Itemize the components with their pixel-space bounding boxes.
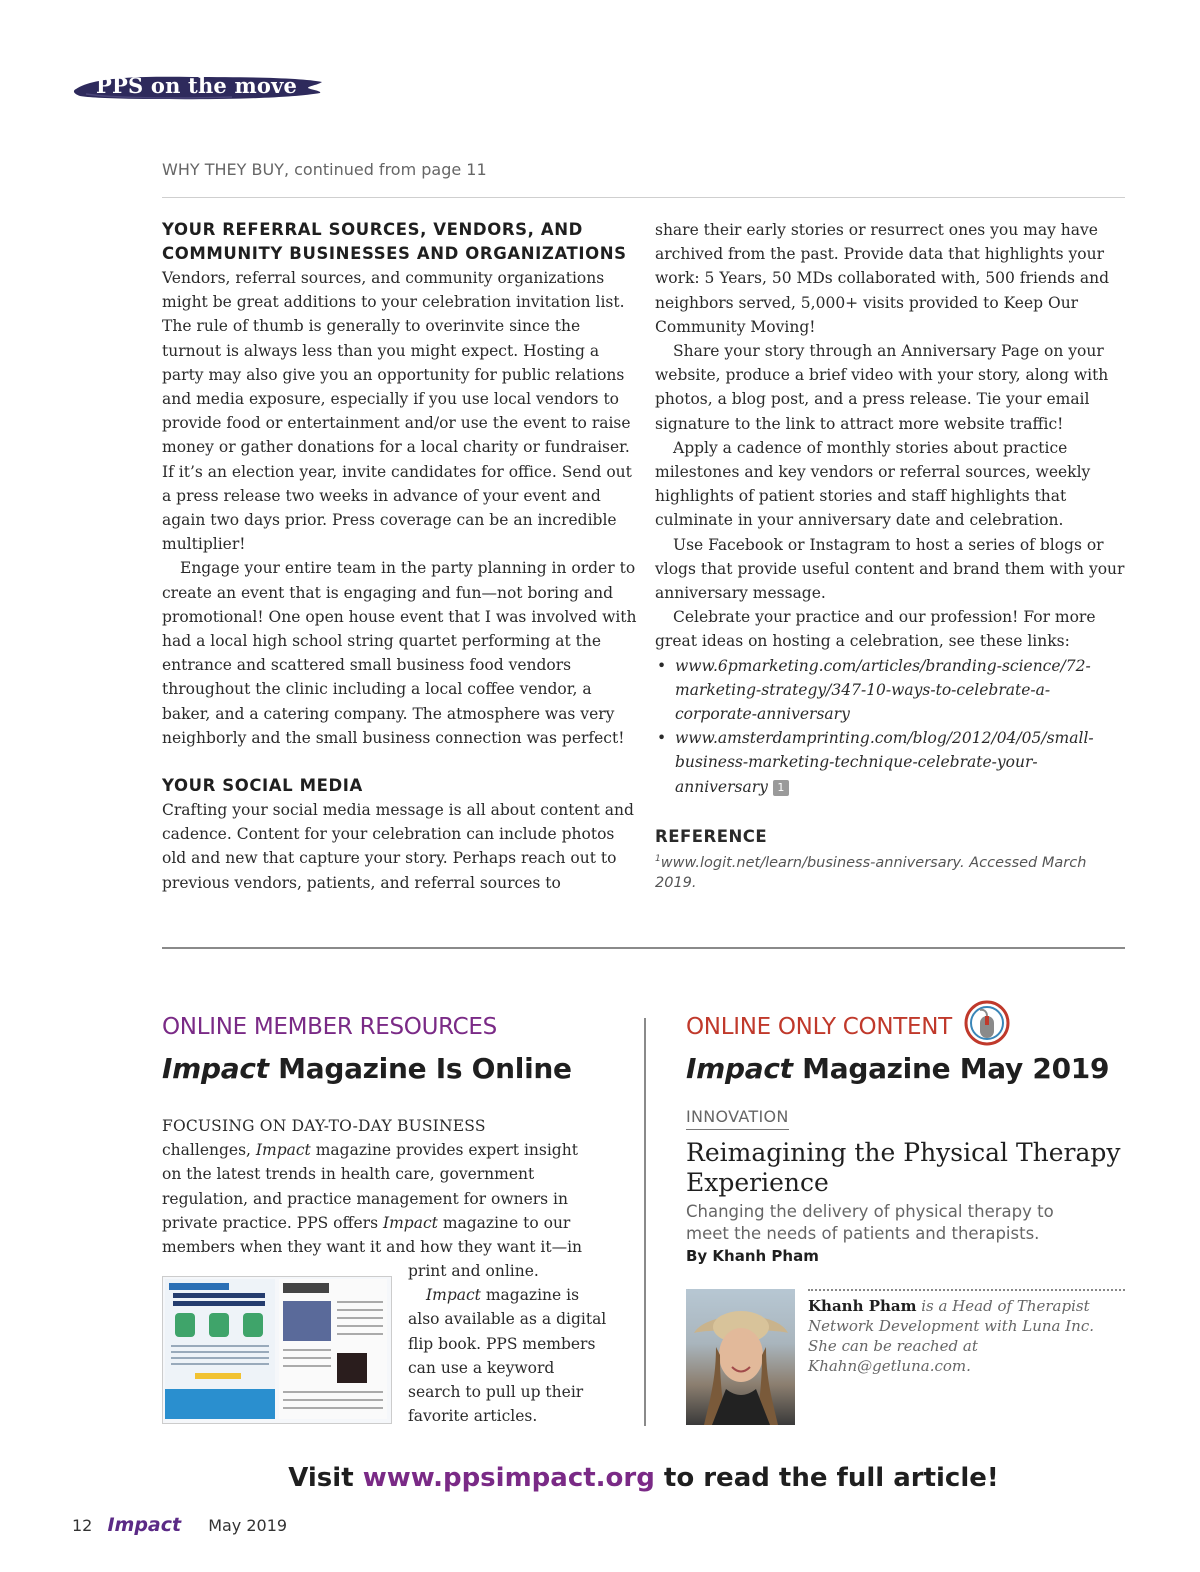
paragraph: Vendors, referral sources, and community organizations might be great additions to your celebration invitation list. The rule of thumb is generally to overinvite since the turnout is always less than you might expect. Hosting a party may also give you an opportunity for public relations and media exposure, especially if you use local vendors to provide food or entertainment and/or use the event to raise money or gather donations for a local charity or fundraiser. If it’s an election year, invite candidates for office. Send out a press release two weeks in advance of your event and again two days prior. Press coverage can be an incredible multiplier!	[162, 269, 632, 554]
article-title[interactable]: Reimagining the Physical Therapy Experience	[686, 1138, 1121, 1197]
author-name: Khanh Pham	[808, 1297, 917, 1315]
online-only-kicker: ONLINE ONLY CONTENT	[686, 1014, 952, 1040]
cta-text: to read the full article!	[654, 1463, 999, 1493]
paragraph: Engage your entire team in the party planning in order to create an event that is engaging and fun—not boring and promotional! One open house event that I was involved with had a local high school string quartet performing at the entrance and scattered small business food vendors throughout the clinic including a local coffee vendor, a baker, and a catering company. The atmosphere was very neighborly and the small business connection was perfect!	[162, 559, 637, 747]
promo-body	[162, 1114, 592, 1259]
author-bio-text: is a Head of Therapist Network Development with Luna Inc. She can be reached at Khahn@getluna.com.	[808, 1297, 1095, 1375]
magazine-spread-image[interactable]	[162, 1276, 392, 1424]
promo-title-rest: Magazine May 2019	[792, 1052, 1110, 1085]
call-to-action	[0, 1463, 1200, 1493]
promo-text: print and online.	[408, 1262, 539, 1280]
paragraph: share their early stories or resurrect ones you may have archived from the past. Provide data that highlights your work: 5 Years, 50 MDs collaborated with, 500 friends and neighbors served, 5,000+ visits provided to Keep Our Community Moving!	[655, 221, 1110, 336]
divider	[162, 197, 1125, 198]
section-tag: PPS on the move	[96, 73, 298, 98]
article-category[interactable]: INNOVATION	[686, 1107, 789, 1130]
promo-title	[686, 1052, 1109, 1085]
article-subtitle: Changing the delivery of physical therapy to meet the needs of patients and therapists.	[686, 1202, 1054, 1243]
reference-text	[655, 849, 1130, 893]
link-item[interactable]	[655, 654, 1130, 727]
author-portrait	[686, 1289, 795, 1425]
promo-wrap-text	[408, 1259, 608, 1428]
page-number: 12	[72, 1516, 93, 1535]
promo-title	[162, 1052, 572, 1085]
promo-title-italic: Impact	[162, 1052, 269, 1085]
article-right-column	[655, 218, 1130, 893]
promo-text: magazine provides expert insight on the latest trends in health care, government regulation, and practice management for owners in private practice. PPS offers	[162, 1141, 578, 1232]
reference-body: www.logit.net/learn/business-anniversary. Accessed March 2019.	[655, 854, 1087, 891]
paragraph: Celebrate your practice and our profession! For more great ideas on hosting a celebration, see these links:	[655, 608, 1096, 651]
section-heading-line: COMMUNITY BUSINESSES AND ORGANIZATIONS	[162, 244, 627, 263]
paragraph: Use Facebook or Instagram to host a series of blogs or vlogs that provide useful content and brand them with your anniversary message.	[655, 535, 1125, 603]
author-photo	[686, 1289, 795, 1425]
section-heading-line: YOUR REFERRAL SOURCES, VENDORS, AND	[162, 220, 583, 239]
author-bio	[808, 1296, 1118, 1376]
promo-text-italic: Impact	[255, 1141, 311, 1160]
footnote-icon: 1	[773, 780, 789, 796]
section-heading	[162, 218, 638, 266]
paragraph: Crafting your social media message is all about content and cadence. Content for your celebration can include photos old and new that capture your story. Perhaps reach out to previous vendors, patients, and referral sources to	[162, 801, 634, 892]
promo-text: challenges,	[162, 1141, 256, 1160]
online-resources-kicker: ONLINE MEMBER RESOURCES	[162, 1014, 497, 1040]
link-text[interactable]: www.amsterdamprinting.com/blog/2012/04/05/small-business-marketing-technique-celebrate-your-anniversary	[675, 729, 1094, 796]
cta-link[interactable]: www.ppsimpact.org	[362, 1463, 655, 1493]
reference-marker: 1	[655, 853, 661, 864]
link-text[interactable]: www.6pmarketing.com/articles/branding-science/72-marketing-strategy/347-10-ways-to-celebrate-a-corporate-anniversary	[675, 656, 1091, 724]
paragraph: Apply a cadence of monthly stories about practice milestones and key vendors or referral sources, weekly highlights of patient stories and staff highlights that culminate in your anniversary date and celebration.	[655, 438, 1091, 530]
article-byline: By Khanh Pham	[686, 1247, 819, 1265]
paragraph: Share your story through an Anniversary Page on your website, produce a brief video with your story, along with photos, a blog post, and a press release. Tie your email signature to the link to attract more website traffic!	[655, 342, 1109, 433]
page-footer	[72, 1514, 287, 1536]
reference-heading: REFERENCE	[655, 826, 768, 846]
cta-text: Visit	[288, 1463, 363, 1493]
footer-issue: May 2019	[208, 1516, 288, 1535]
link-list	[655, 654, 1130, 799]
continued-from: WHY THEY BUY, continued from page 11	[162, 160, 487, 179]
footer-brand: Impact	[107, 1514, 182, 1536]
promo-text: magazine is also available as a digital flip book. PPS members can use a keyword search to pull up their favorite articles.	[408, 1286, 607, 1426]
promo-lead: FOCUSING ON DAY-TO-DAY BUSINESS	[162, 1117, 486, 1135]
column-divider	[644, 1018, 646, 1426]
section-heading: YOUR SOCIAL MEDIA	[162, 776, 363, 796]
section-divider	[162, 947, 1125, 949]
link-item[interactable]	[655, 726, 1130, 799]
promo-title-rest: Magazine Is Online	[268, 1052, 572, 1085]
promo-text: magazine to our members when they want it and how they want it—in	[162, 1213, 583, 1257]
spread-left-page	[165, 1279, 275, 1419]
promo-title-italic: Impact	[686, 1052, 793, 1085]
promo-paragraph	[162, 1138, 592, 1259]
spread-right-page	[279, 1279, 387, 1419]
promo-paragraph	[408, 1283, 608, 1428]
dotted-divider	[808, 1289, 1125, 1291]
article-left-column	[162, 218, 638, 895]
promo-text-italic: Impact	[382, 1213, 438, 1232]
mouse-icon	[963, 999, 1011, 1047]
promo-text-italic: Impact	[426, 1286, 481, 1305]
